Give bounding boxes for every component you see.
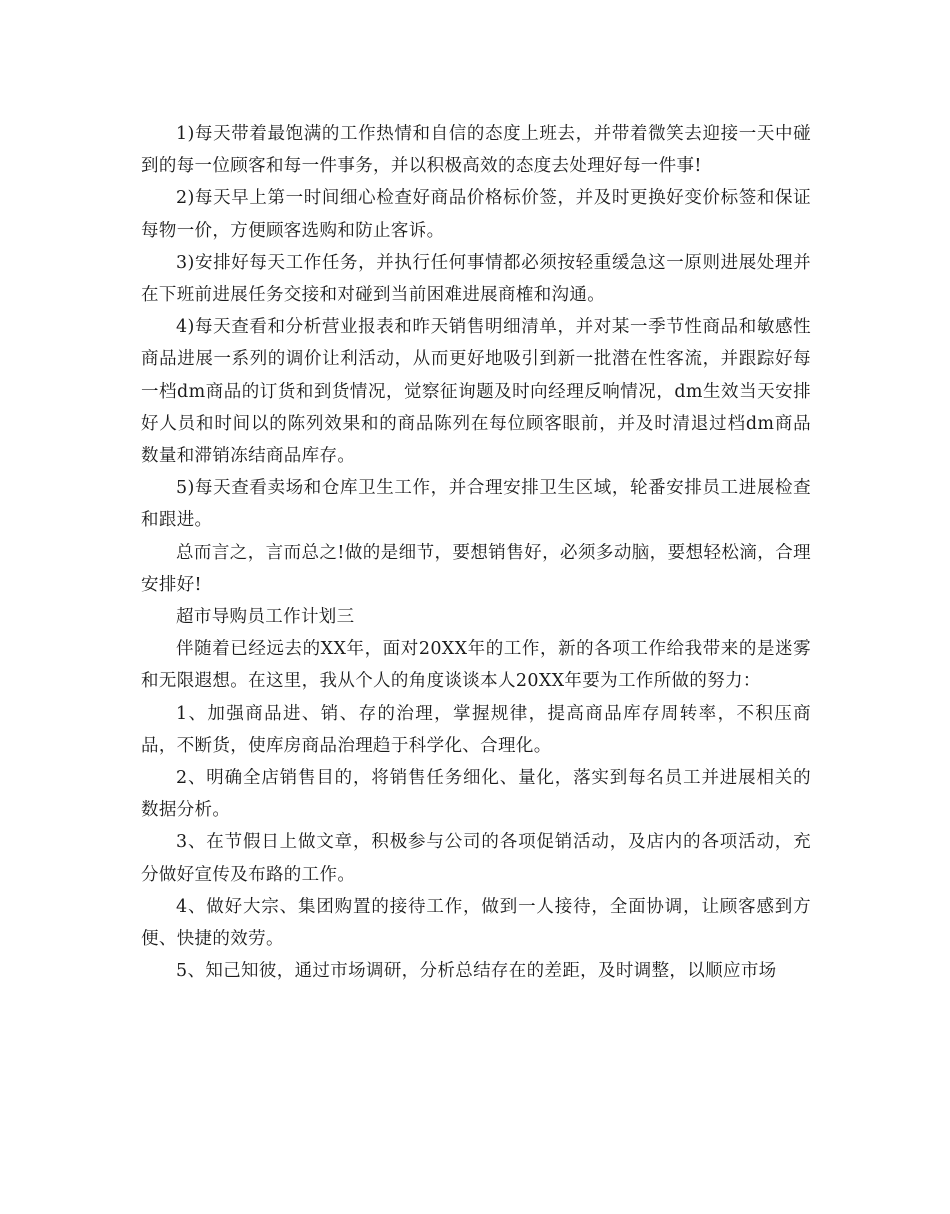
document-page [141,118,811,987]
paragraph-plan-1: 1、加强商品进、销、存的治理，掌握规律，提高商品库存周转率，不积压商品，不断货，使库房商品治理趋于科学化、合理化。 [141,703,811,756]
paragraph-plan-3: 3、在节假日上做文章，积极参与公司的各项促销活动，及店内的各项活动，充分做好宣传及布路的工作。 [141,832,811,885]
paragraph-duty-1: 1)每天带着最饱满的工作热情和自信的态度上班去，并带着微笑去迎接一天中碰到的每一位顾客和每一件事务，并以积极高效的态度去处理好每一件事! [141,124,811,177]
paragraph-intro: 伴随着已经远去的XX年，面对20XX年的工作，新的各项工作给我带来的是迷雾和无限遐想。在这里，我从个人的角度谈谈本人20XX年要为工作所做的努力： [141,639,811,692]
paragraph-duty-4: 4)每天查看和分析营业报表和昨天销售明细清单，并对某一季节性商品和敏感性商品进展一系列的调价让利活动，从而更好地吸引到新一批潜在性客流，并跟踪好每一档dm商品的订货和到货情况，觉察征询题及时向经理反响情况，dm生效当天安排好人员和时间以的陈列效果和的商品陈列在每位顾客眼前，并及时清退过档dm商品数量和滞销冻结商品库存。 [141,317,811,467]
paragraph-duty-5: 5)每天查看卖场和仓库卫生工作，并合理安排卫生区域，轮番安排员工进展检查和跟进。 [141,478,811,531]
paragraph-plan-2: 2、明确全店销售目的，将销售任务细化、量化，落实到每名员工并进展相关的数据分析。 [141,768,811,821]
section-heading: 超市导购员工作计划三 [176,607,355,628]
paragraph-plan-5: 5、知己知彼，通过市场调研，分析总结存在的差距，及时调整，以顺应市场 [176,961,777,982]
paragraph-plan-4: 4、做好大宗、集团购置的接待工作，做到一人接待，全面协调，让顾客感到方便、快捷的效劳。 [141,896,811,950]
paragraph-summary: 总而言之，言而总之!做的是细节，要想销售好，必须多动脑，要想轻松滴，合理安排好! [141,542,811,595]
paragraph-duty-2: 2)每天早上第一时间细心检查好商品价格标价签，并及时更换好变价标签和保证每物一价，方便顾客选购和防止客诉。 [141,188,811,241]
paragraph-duty-3: 3)安排好每天工作任务，并执行任何事情都必须按轻重缓急这一原则进展处理并在下班前进展任务交接和对碰到当前困难进展商榷和沟通。 [141,252,811,306]
